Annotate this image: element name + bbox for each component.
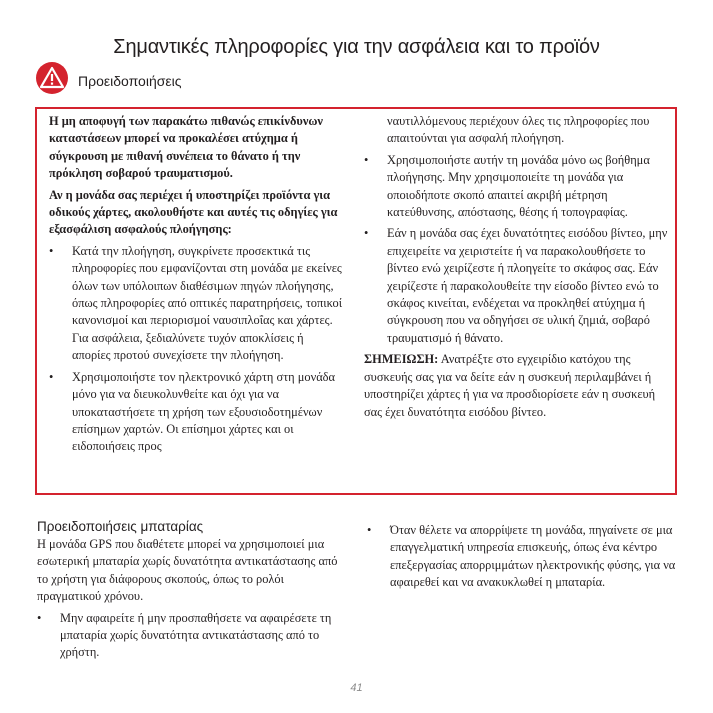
battery-heading: Προειδοποιήσεις μπαταρίας <box>37 519 204 534</box>
note-label: ΣΗΜΕΙΩΣΗ: <box>364 352 439 367</box>
bullet-glyph: • <box>49 369 54 384</box>
bullet-glyph: • <box>37 610 42 625</box>
list-item-text: Κατά την πλοήγηση, συγκρίνετε προσεκτικά τις πληροφορίες που εμφανίζονται στη μονάδα με εκείνες όλων των υπόλοιπων διαθέσιμων πηγών πλοήγησης, όπως πληροφορίες από οπτικές παρατηρήσεις, τοπικοί κανονισμοί και περιορισμοί ναυσιπλοΐας και χάρτες. Για ασφάλεια, ξεδιαλύνετε τυχόν αποκλίσεις ή απορίες προτού συνεχίσετε την πλοήγηση. <box>72 243 343 363</box>
page-number: 41 <box>350 682 363 694</box>
bullet-glyph: • <box>364 152 369 167</box>
warning-triangle-icon <box>36 62 68 94</box>
list-item <box>49 369 345 456</box>
continuation-text: ναυτιλλόμενους περιέχουν όλες τις πληροφορίες που απαιτούνται για ασφαλή πλοήγηση. <box>387 114 650 146</box>
bullet-glyph: • <box>367 523 372 537</box>
warning-intro: Η μη αποφυγή των παρακάτω πιθανώς επικίνδυνων καταστάσεων μπορεί να προκαλέσει ατύχημα ή σύγκρουση με πιθανή συνέπεια το θάνατο ή την πρόκληση σοβαρού τραυματισμού. <box>49 114 323 181</box>
battery-section-continued <box>367 522 677 592</box>
warning-box <box>35 107 677 495</box>
battery-section <box>37 518 343 662</box>
right-bullet-list <box>364 152 669 347</box>
bullet-glyph: • <box>364 226 369 241</box>
list-item-text: Όταν θέλετε να απορρίψετε τη μονάδα, πηγαίνετε σε μια επαγγελματική υπηρεσία επισκευής, όπως ένα κέντρο επεξεργασίας απορριμμάτων ηλεκτρονικής φύσης, για να αφαιρεθεί και να ανακυκλωθεί η μπαταρία. <box>390 523 676 590</box>
list-item <box>49 243 345 365</box>
list-item-text: Χρησιμοποιήστε αυτήν τη μονάδα μόνο ως βοήθημα πλοήγησης. Μην χρησιμοποιείτε τη μονάδα για οποιοδήποτε σκοπό απαιτεί ακριβή μέτρηση κατεύθυνσης, απόστασης, θέσης ή τοπογραφίας. <box>387 152 650 220</box>
note-text: Ανατρέξτε στο εγχειρίδιο κατόχου της συσκευής σας για να δείτε εάν η συσκευή περιλαμβάνει ή υποστηρίζει χάρτες ή για να προσδιορίσετε εάν η συσκευή σας έχει δυνατότητα εισόδου βίντεο. <box>364 352 656 419</box>
warning-box-left-column <box>49 113 345 456</box>
list-item <box>37 610 343 662</box>
page-title: Σημαντικές πληροφορίες για την ασφάλεια και το προϊόν <box>113 36 600 58</box>
list-item-text: Μην αφαιρείτε ή μην προσπαθήσετε να αφαιρέσετε τη μπαταρία χωρίς δυνατότητα αντικατάστασης από το χρήστη. <box>60 610 332 660</box>
list-item-text: Χρησιμοποιήστε τον ηλεκτρονικό χάρτη στη μονάδα μόνο για να διευκολυνθείτε και όχι για να υποκαταστήσετε τη χρήση των εξουσιοδοτημένων επίσημων χαρτών. Οι επίσημοι χάρτες και οι ειδοποιήσεις προς <box>72 369 336 454</box>
warnings-heading-label: Προειδοποιήσεις <box>78 73 182 89</box>
list-item <box>367 522 677 592</box>
note-paragraph <box>364 351 669 421</box>
battery-bullet-list <box>37 610 343 662</box>
bullet-glyph: • <box>49 243 54 258</box>
list-item-text: Εάν η μονάδα σας έχει δυνατότητες εισόδου βίντεο, μην επιχειρείτε να χειριστείτε ή να παρακολουθήσετε το βίντεο ενώ χειρίζεστε ή πλοηγείτε το σκάφος σας. Εάν χειρίζεστε ή παρακολουθείτε την είσοδο βίντεο ενώ το σκάφος κινείται, ενδέχεται να προκληθεί ατύχημα ή σύγκρουση που να οδηγήσει σε υλική ζημιά, σοβαρό τραυματισμό ή θάνατο. <box>387 226 668 345</box>
battery-bullet-list-2 <box>367 522 677 592</box>
warning-box-right-column <box>364 113 669 421</box>
battery-intro: Η μονάδα GPS που διαθέτετε μπορεί να χρησιμοποιεί μια εσωτερική μπαταρία χωρίς δυνατότητα αντικατάστασης από το χρήστη για διάφορους σκοπούς, όπως το ρολόι πραγματικού χρόνου. <box>37 537 338 604</box>
left-bullet-list <box>49 243 345 456</box>
map-warning-intro: Αν η μονάδα σας περιέχει ή υποστηρίζει προϊόντα για οδικούς χάρτες, ακολουθήστε και αυτές τις οδηγίες για εξασφάλιση ασφαλούς πλοήγησης: <box>49 187 338 237</box>
list-item <box>364 225 669 347</box>
list-item <box>364 152 669 222</box>
